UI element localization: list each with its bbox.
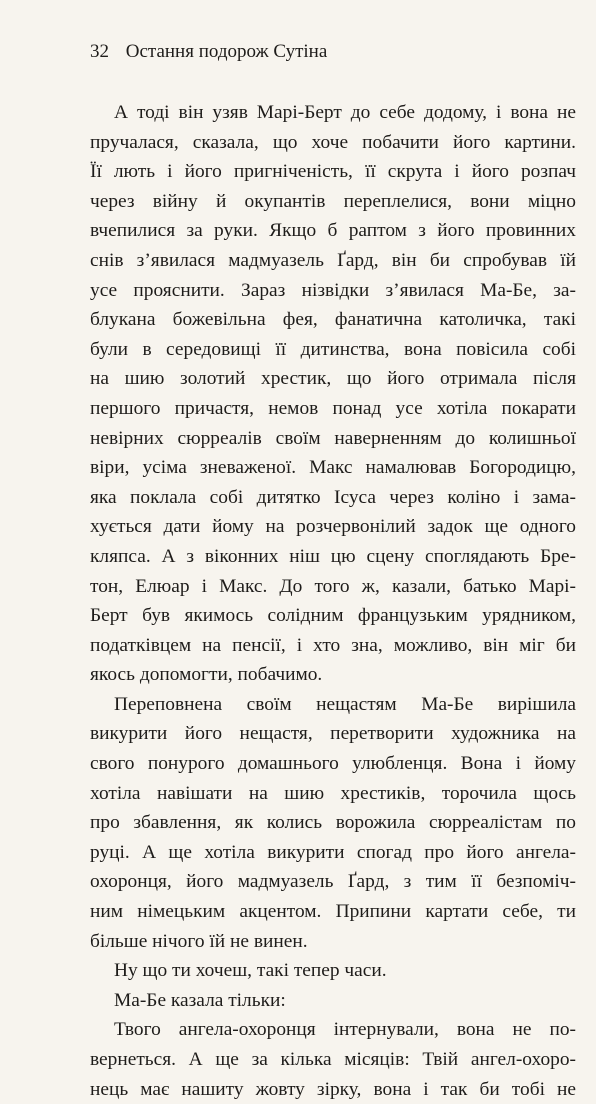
- text-line: Переповнена своїм нещастям Ма-Бе вирішила: [114, 693, 576, 715]
- text-line: вчепилися за руки. Якщо б раптом з його провинних: [90, 220, 576, 242]
- text-line: ним німецьким акцентом. Припини картати себе, ти: [90, 901, 576, 923]
- text-line: А тоді він узяв Марі-Берт до себе додому, і вона не: [114, 102, 576, 123]
- text-line: Її лють і його пригніченість, її скрута і його розпач: [90, 161, 576, 183]
- running-title: Остання подорож Сутіна: [125, 41, 328, 62]
- text-line: вернеться. А ще за кілька місяців: Твій ангел-охоро-: [90, 1049, 576, 1070]
- text-line: податківцем на пенсії, і хто зна, можливо, він міг би: [90, 634, 576, 656]
- text-line: невірних сюрреалів своїм наверненням до колишньої: [90, 427, 576, 449]
- text-line: нець має нашиту жовту зірку, вона і так би тобі не: [90, 1078, 576, 1100]
- text-line: більше нічого їй не винен.: [90, 930, 308, 952]
- paragraph: [90, 986, 576, 1016]
- text-line: блукана божевільна фея, фанатична католичка, такі: [90, 309, 576, 331]
- text-line: охоронця, його мадмуазель Ґард, з тим її безпоміч-: [90, 871, 576, 893]
- text-line: Берт був якимось солідним французьким урядником,: [90, 605, 576, 627]
- text-line: Твого ангела-охоронця інтернували, вона не по-: [114, 1019, 576, 1041]
- text-line: кляпса. А з віконних ніш цю сцену споглядають Бре-: [90, 545, 576, 567]
- text-line: першого причастя, немов понад усе хотіла покарати: [90, 397, 576, 419]
- text-line: віри, усіма зневаженої. Макс намалював Богородицю,: [90, 457, 576, 479]
- text-line: викурити його нещастя, перетворити художника на: [90, 723, 576, 745]
- text-line: пручалася, сказала, що хоче побачити його картини.: [90, 131, 576, 153]
- text-line: якось допомогти, побачимо.: [90, 664, 323, 686]
- text-line: свого понурого домашнього улюбленця. Вона і йому: [90, 753, 576, 775]
- paragraph: [90, 690, 576, 956]
- body-text: [90, 98, 576, 1104]
- text-line: були в середовищі її дитинства, вона повісила собі: [90, 338, 576, 360]
- running-header: [90, 40, 327, 64]
- text-line: про збавлення, як колись ворожила сюрреалістам по: [90, 812, 576, 834]
- text-line: тон, Елюар і Макс. До того ж, казали, батько Марі-: [90, 575, 576, 597]
- text-line: на шию золотий хрестик, що його отримала після: [90, 368, 576, 390]
- text-line: Ну що ти хочеш, такі тепер часи.: [114, 960, 387, 982]
- paragraph: [90, 956, 576, 986]
- text-line: снів з’явилася мадмуазель Ґард, він би спробував їй: [90, 249, 576, 271]
- text-line: усе прояснити. Зараз нізвідки з’явилася Ма-Бе, за-: [90, 279, 576, 301]
- text-line: руці. А ще хотіла викурити спогад про його ангела-: [90, 841, 576, 863]
- text-line: Ма-Бе казала тільки:: [114, 989, 286, 1011]
- paragraph: [90, 98, 576, 690]
- page-number: 32: [90, 41, 109, 62]
- paragraph: [90, 1015, 576, 1104]
- text-line: хується дати йому на розчервонілий задок ще одного: [90, 516, 576, 538]
- text-line: через війну й окупантів переплелися, вони міцно: [90, 190, 576, 212]
- text-line: хотіла навішати на шию хрестиків, торочила щось: [90, 782, 576, 804]
- text-line: яка поклала собі дитятко Ісуса через коліно і зама-: [90, 486, 576, 508]
